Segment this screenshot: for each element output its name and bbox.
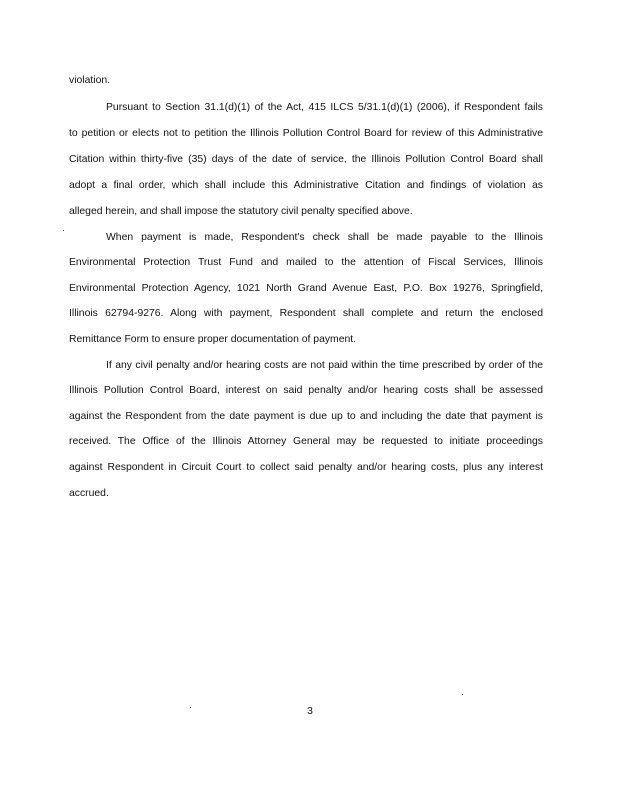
text-line: Illinois Pollution Control Board, interest on said penalty and/or hearing costs shall be assessed bbox=[69, 385, 543, 396]
scan-speck bbox=[63, 230, 64, 231]
text-line: When payment is made, Respondent's check shall be made payable to the Illinois bbox=[106, 232, 543, 243]
text-line: to petition or elects not to petition the Illinois Pollution Control Board for review of this Administrative bbox=[69, 128, 543, 139]
text-line: Citation within thirty-five (35) days of the date of service, the Illinois Pollution Control Board shall bbox=[69, 154, 543, 165]
page-number: 3 bbox=[307, 706, 313, 717]
text-line: Environmental Protection Trust Fund and mailed to the attention of Fiscal Services, Illinois bbox=[69, 257, 543, 268]
text-line: If any civil penalty and/or hearing costs are not paid within the time prescribed by order of the bbox=[106, 360, 543, 371]
text-line: Remittance Form to ensure proper documentation of payment. bbox=[69, 334, 357, 345]
scan-speck bbox=[190, 707, 191, 708]
text-line: violation. bbox=[69, 75, 111, 86]
text-line: Environmental Protection Agency, 1021 North Grand Avenue East, P.O. Box 19276, Springfield, bbox=[69, 283, 543, 294]
scan-speck bbox=[462, 694, 463, 695]
text-line: accrued. bbox=[69, 488, 109, 499]
text-line: Pursuant to Section 31.1(d)(1) of the Act, 415 ILCS 5/31.1(d)(1) (2006), if Respondent fails bbox=[106, 102, 543, 113]
text-line: against the Respondent from the date payment is due up to and including the date that payment is bbox=[69, 411, 543, 422]
text-line: alleged herein, and shall impose the statutory civil penalty specified above. bbox=[69, 206, 413, 217]
text-line: Illinois 62794-9276. Along with payment, Respondent shall complete and return the enclosed bbox=[69, 308, 543, 319]
text-line: against Respondent in Circuit Court to collect said penalty and/or hearing costs, plus any interest bbox=[69, 462, 543, 473]
text-line: received. The Office of the Illinois Attorney General may be requested to initiate proceedings bbox=[69, 436, 543, 447]
text-line: adopt a final order, which shall include this Administrative Citation and findings of violation as bbox=[69, 180, 543, 191]
